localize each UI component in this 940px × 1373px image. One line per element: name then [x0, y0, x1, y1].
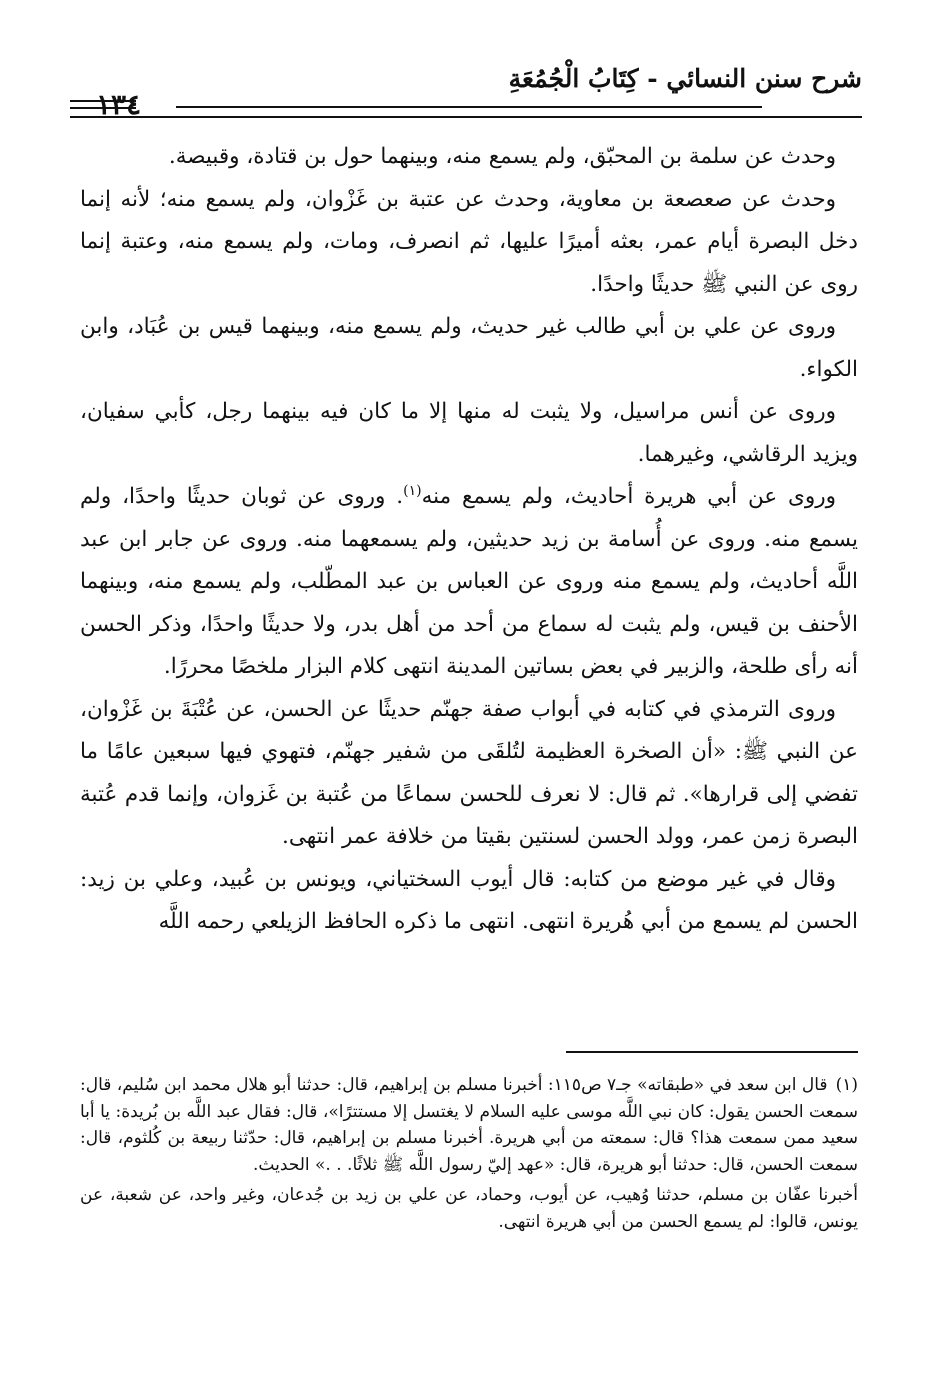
footnote-marker[interactable]: (١): [403, 482, 422, 499]
footnote-separator: [566, 1051, 858, 1053]
header-rule: [70, 116, 862, 118]
paragraph: وحدث عن سلمة بن المحبّق، ولم يسمع منه، وبينهما حول بن قتادة، وقبيصة.: [168, 144, 836, 169]
footnote-label: (١): [835, 1075, 858, 1095]
header-rule-left-bottom: [70, 107, 136, 109]
paragraph-text: وروى عن أبي هريرة أحاديث، ولم يسمع منه: [421, 484, 836, 509]
footnote-text: قال ابن سعد في «طبقاته» جـ٧ ص١١٥: أخبرنا مسلم بن إبراهيم، قال: حدثنا أبو هلال محمد ابن سُليم، قال: سمعت الحسن يقول: كان نبي اللَّه موسى عليه السلام لا يغتسل إلا مستترًا»، قال: فقال عبد اللَّه بن بُريدة: يا أبا سعيد ممن سمعت هذا؟ قال: سمعته من أبي هريرة. أخبرنا مسلم بن إبراهيم، قال: حدّثنا ربيعة بن كُلثوم، قال: سمعت الحسن، قال: حدثنا أبو هريرة، قال: «عهد إليّ رسول اللَّه ﷺ ثلاثًا. . .» الحديث.: [80, 1075, 858, 1175]
header-rule-middle: [176, 106, 762, 108]
paragraph: وقال في غير موضع من كتابه: قال أيوب السختياني، ويونس بن عُبيد، وعلي بن زيد: الحسن لم يسمع من أبي هُريرة انتهى. انتهى ما ذكره الحافظ الزيلعي رحمه اللَّه: [80, 866, 858, 934]
main-text: [80, 136, 858, 944]
footnote-1-continued: أخبرنا عفّان بن مسلم، حدثنا وُهيب، عن أيوب، وحماد، عن علي بن زيد بن جُدعان، وغير واحد، عن شعبة، عن يونس، قالوا: لم يسمع الحسن من أبي هريرة انتهى.: [80, 1185, 858, 1232]
running-title: شرح سنن النسائي - كِتَابُ الْجُمُعَةِ: [508, 64, 862, 93]
footnotes: [80, 1072, 858, 1235]
paragraph: وروى الترمذي في كتابه في أبواب صفة جهنّم حديثًا عن الحسن، عن عُتْبَةَ بن غَزْوان، عن النبي ﷺ: «أن الصخرة العظيمة لتُلقَى من شفير جهنّم، فتهوي فيها سبعين عامًا ما تفضي إلى قرارها». ثم قال: لا نعرف للحسن سماعًا من عُتبة بن غَزوان، وإنما قدم عُتبة البصرة زمن عمر، وولد الحسن لسنتين بقيتا من خلافة عمر انتهى.: [80, 696, 858, 849]
header-rule-left-top: [70, 100, 136, 102]
paragraph-text: . وروى عن ثوبان حديثًا واحدًا، ولم يسمع منه. وروى عن أُسامة بن زيد حديثين، ولم يسمعهما منه.: [80, 484, 858, 552]
footnote-1: [80, 1072, 858, 1178]
paragraph: وروى عن أنس مراسيل، ولا يثبت له منها إلا ما كان فيه بينهما رجل، كأبي سفيان، ويزيد الرقاشي، وغيرهما.: [80, 399, 858, 467]
paragraph: وحدث عن صعصعة بن معاوية، وحدث عن عتبة بن غَزْوان، ولم يسمع منه؛ لأنه إنما دخل البصرة أيام عمر، بعثه أميرًا عليها، ثم انصرف، ومات، ولم يسمع منه، وعتبة إنما روى عن النبي ﷺ حديثًا واحدًا.: [80, 186, 858, 297]
paragraph-abu-hurayra: [80, 476, 858, 689]
page-number: ١٣٤: [96, 88, 142, 121]
paragraph: وروى عن علي بن أبي طالب غير حديث، ولم يسمع منه، وبينهما قيس بن عُبَاد، وابن الكواء.: [80, 314, 858, 382]
paragraph-text: وروى عن جابر ابن عبد اللَّه أحاديث، ولم يسمع منه وروى عن العباس بن عبد المطّلب، ولم يسمع منه، وبينهما الأحنف بن قيس، ولم يثبت له سماع من أحد من أهل بدر، ولا حديثًا واحدًا، وذكر الحسن أنه رأى طلحة، والزبير في بعض بساتين المدينة انتهى كلام البزار ملخصًا محررًا.: [80, 526, 858, 679]
page-header: [70, 64, 862, 120]
